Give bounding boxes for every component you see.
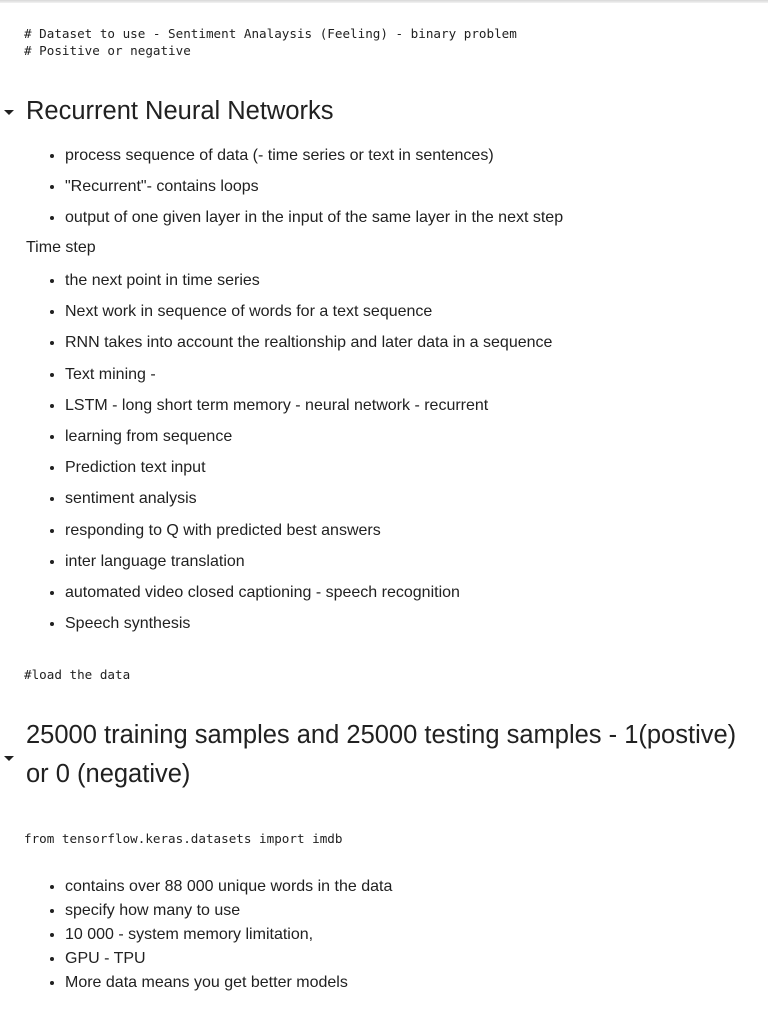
notes-bullet-list [0, 877, 392, 997]
list-item: • 10 000 - system memory limitation, [65, 925, 392, 949]
code-line: from tensorflow.keras.datasets import imdb [24, 831, 343, 846]
code-line: #load the data [24, 667, 131, 682]
caret-down-icon[interactable] [3, 106, 15, 118]
code-cell-import[interactable] [24, 830, 342, 847]
list-item: • automated video closed captioning - speech recognition [65, 583, 552, 614]
code-cell-load[interactable] [24, 666, 130, 683]
list-item: • "Recurrent"- contains loops [65, 177, 563, 208]
list-item: • GPU - TPU [65, 949, 392, 973]
rnn-bullet-list-b [0, 271, 552, 645]
rnn-bullet-list-a [0, 146, 563, 240]
list-item: • RNN takes into account the realtionship and later data in a sequence [65, 333, 552, 364]
time-step-label: Time step [26, 239, 96, 256]
caret-down-icon[interactable] [3, 752, 15, 764]
list-item: • output of one given layer in the input of the same layer in the next step [65, 208, 563, 239]
list-item: • Next work in sequence of words for a text sequence [65, 302, 552, 333]
code-line: # Dataset to use - Sentiment Analaysis (Feeling) - binary problem [24, 26, 517, 41]
code-line: # Positive or negative [24, 43, 191, 58]
list-item: • sentiment analysis [65, 489, 552, 520]
list-item: • LSTM - long short term memory - neural network - recurrent [65, 396, 552, 427]
list-item: • contains over 88 000 unique words in the data [65, 877, 392, 901]
list-item: • Prediction text input [65, 458, 552, 489]
list-item: • specify how many to use [65, 901, 392, 925]
list-item: • Text mining - [65, 365, 552, 396]
top-shadow-divider [0, 0, 768, 3]
section-heading-samples: 25000 training samples and 25000 testing samples - 1(postive) or 0 (negative) [26, 721, 737, 788]
list-item: • learning from sequence [65, 427, 552, 458]
list-item: • responding to Q with predicted best answers [65, 521, 552, 552]
section-heading-rnn: Recurrent Neural Networks [26, 97, 334, 125]
code-cell-dataset[interactable] [24, 25, 517, 59]
list-item: • Speech synthesis [65, 614, 552, 645]
list-item: • More data means you get better models [65, 973, 392, 997]
list-item: • inter language translation [65, 552, 552, 583]
list-item: • process sequence of data (- time series or text in sentences) [65, 146, 563, 177]
list-item: • the next point in time series [65, 271, 552, 302]
